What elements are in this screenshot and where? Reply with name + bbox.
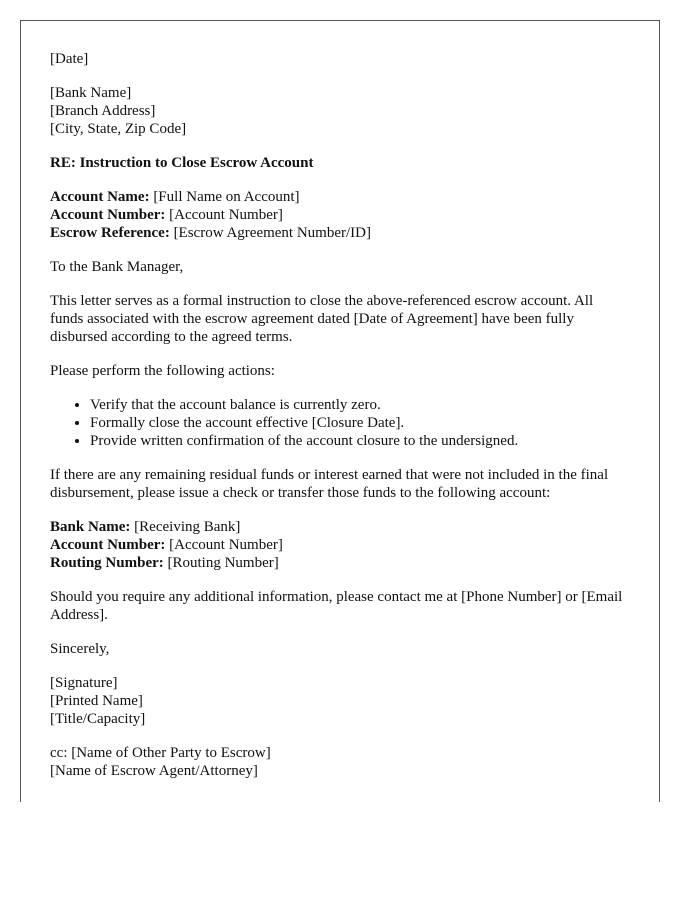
action-item: • Formally close the account effective [Closure Date]. bbox=[90, 414, 630, 432]
signature-block bbox=[50, 674, 630, 728]
subject-text: RE: Instruction to Close Escrow Account bbox=[50, 155, 314, 171]
value: [Full Name on Account] bbox=[149, 189, 300, 205]
label: Account Name: bbox=[50, 189, 150, 205]
bank-name: [Bank Name] bbox=[50, 85, 132, 101]
action-item: • Provide written confirmation of the account closure to the undersigned. bbox=[90, 432, 630, 450]
letter-page bbox=[20, 20, 660, 802]
value: [Account Number] bbox=[165, 207, 283, 223]
receiving-account bbox=[50, 518, 630, 572]
value: [Account Number] bbox=[165, 537, 283, 553]
label: Account Number: bbox=[50, 537, 166, 553]
actions-list bbox=[50, 396, 630, 450]
label: Escrow Reference: bbox=[50, 225, 170, 241]
action-item: • Verify that the account balance is currently zero. bbox=[90, 396, 630, 414]
salutation: To the Bank Manager, bbox=[50, 259, 184, 275]
value: [Escrow Agreement Number/ID] bbox=[169, 225, 371, 241]
city-state-zip: [City, State, Zip Code] bbox=[50, 121, 187, 137]
label: Bank Name: bbox=[50, 519, 131, 535]
receiving-bank-row bbox=[50, 518, 630, 536]
date: [Date] bbox=[50, 51, 89, 67]
title-capacity: [Title/Capacity] bbox=[50, 711, 146, 727]
receiving-account-number-row bbox=[50, 536, 630, 554]
label: Account Number: bbox=[50, 207, 166, 223]
routing-number-row bbox=[50, 554, 630, 572]
subject-line bbox=[50, 154, 630, 172]
value: [Receiving Bank] bbox=[130, 519, 241, 535]
cc-line: cc: [Name of Other Party to Escrow] bbox=[50, 745, 271, 761]
actions-intro: Please perform the following actions: bbox=[50, 363, 275, 379]
intro-paragraph: This letter serves as a formal instruction to close the above-referenced escrow account. All funds associated with the escrow agreement dated [Date of Agreement] have been fully disbursed according to the agreed terms. bbox=[50, 293, 594, 345]
account-number-row bbox=[50, 206, 630, 224]
account-name-row bbox=[50, 188, 630, 206]
closing: Sincerely, bbox=[50, 641, 110, 657]
value: [Routing Number] bbox=[163, 555, 279, 571]
label: Routing Number: bbox=[50, 555, 164, 571]
cc-line: [Name of Escrow Agent/Attorney] bbox=[50, 763, 258, 779]
account-info bbox=[50, 188, 630, 242]
signature: [Signature] bbox=[50, 675, 118, 691]
branch-address: [Branch Address] bbox=[50, 103, 156, 119]
printed-name: [Printed Name] bbox=[50, 693, 143, 709]
contact-paragraph: Should you require any additional information, please contact me at [Phone Number] or [Email Address]. bbox=[50, 589, 623, 623]
recipient-address bbox=[50, 84, 630, 138]
escrow-reference-row bbox=[50, 224, 630, 242]
cc-block bbox=[50, 744, 630, 780]
residual-paragraph: If there are any remaining residual funds or interest earned that were not included in the final disbursement, please issue a check or transfer those funds to the following account: bbox=[50, 467, 609, 501]
